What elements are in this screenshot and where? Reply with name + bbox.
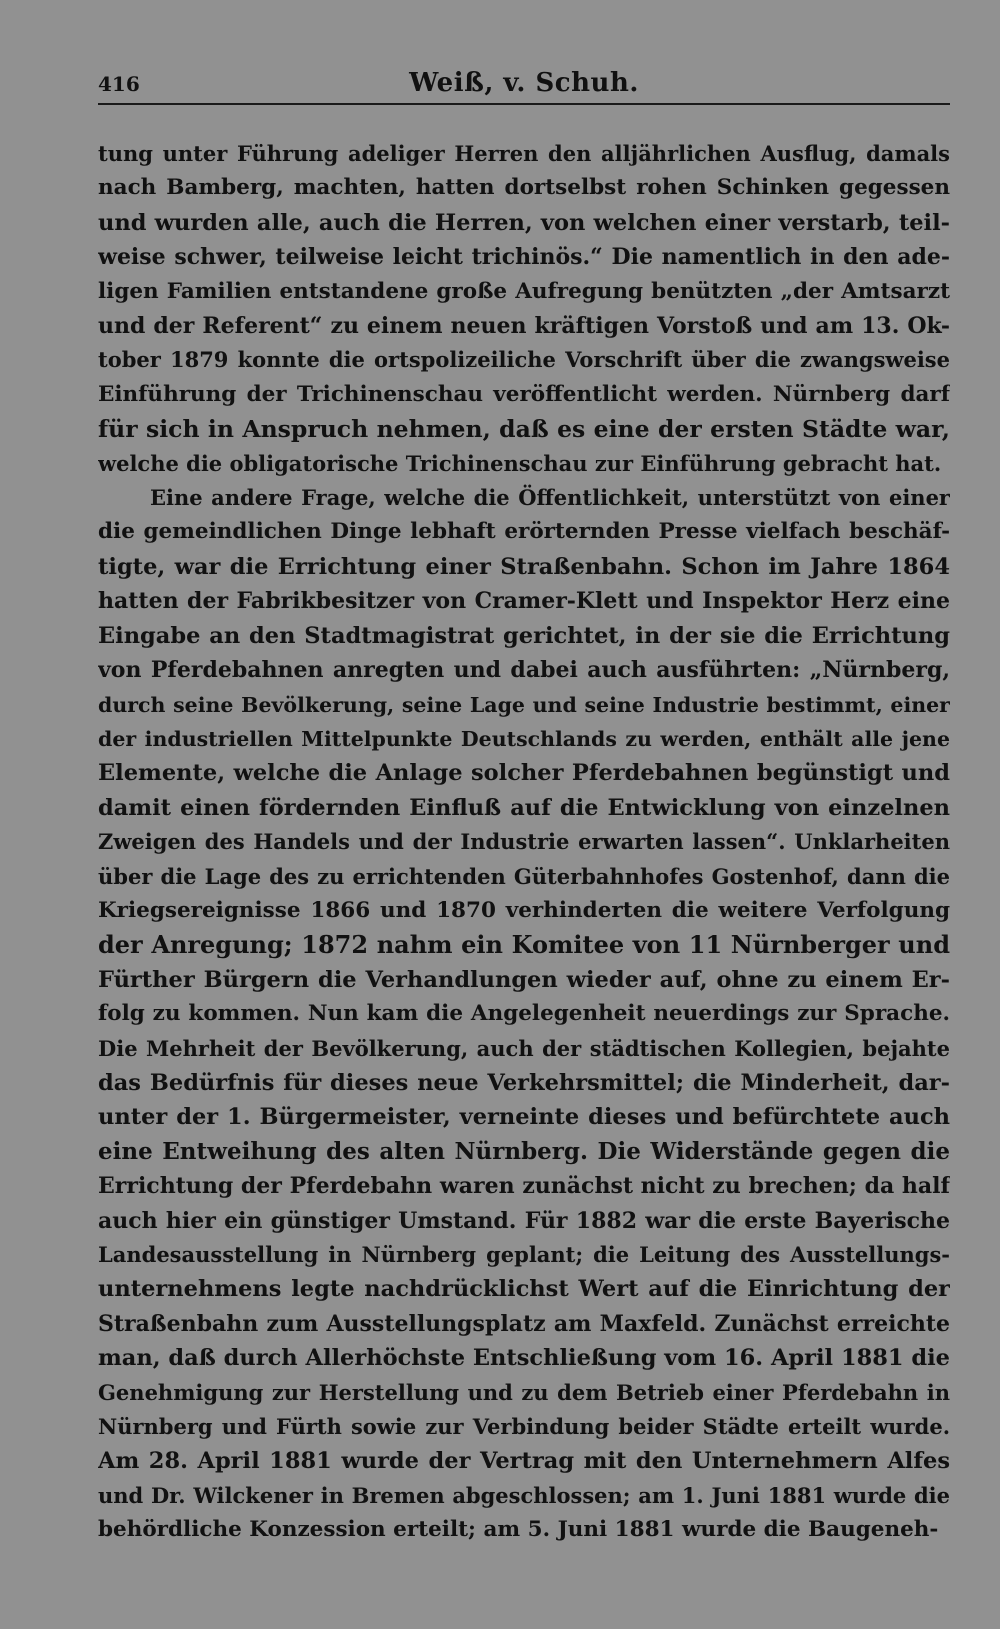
text-line: Genehmigung zur Herstellung und zu dem Betrieb einer Pferdebahn in xyxy=(98,1379,950,1405)
text-line: und wurden alle, auch die Herren, von welchen einer verstarb, teil- xyxy=(98,209,950,236)
paragraph xyxy=(98,137,950,481)
text-line: für sich in Anspruch nehmen, daß es eine der ersten Städte war, xyxy=(98,415,950,444)
text-line: von Pferdebahnen anregten und dabei auch ausführten: „Nürnberg, xyxy=(98,657,950,684)
text-line: Fürther Bürgern die Verhandlungen wieder auf, ohne zu einem Er- xyxy=(98,966,950,993)
text-line: Zweigen des Handels und der Industrie erwarten lassen“. Unklarheiten xyxy=(98,829,950,855)
text-line: unter der 1. Bürgermeister, verneinte dieses und befürchtete auch xyxy=(98,1104,950,1131)
text-line: tung unter Führung adeliger Herren den alljährlichen Ausflug, damals xyxy=(98,141,950,166)
text-line: folg zu kommen. Nun kam die Angelegenheit neuerdings zur Sprache. xyxy=(98,1001,950,1027)
text-line: Kriegsereignisse 1866 und 1870 verhinderten die weitere Verfolgung xyxy=(98,897,950,923)
text-line: eine Entweihung des alten Nürnberg. Die Widerstände gegen die xyxy=(98,1137,950,1165)
text-line: behördliche Konzession erteilt; am 5. Juni 1881 wurde die Baugeneh- xyxy=(98,1517,939,1543)
page-number: 416 xyxy=(98,72,140,96)
text-line: das Bedürfnis für dieses neue Verkehrsmittel; die Minderheit, dar- xyxy=(98,1069,950,1096)
text-line: Errichtung der Pferdebahn waren zunächst nicht zu brechen; da half xyxy=(98,1173,950,1200)
body-text xyxy=(98,137,950,1548)
text-line: Am 28. April 1881 wurde der Vertrag mit den Unternehmern Alfes xyxy=(98,1448,950,1475)
text-line: tigte, war die Errichtung einer Straßenbahn. Schon im Jahre 1864 xyxy=(98,553,950,580)
text-line: Landesausstellung in Nürnberg geplant; die Leitung des Ausstellungs- xyxy=(98,1242,950,1267)
text-line: nach Bamberg, machten, hatten dortselbst rohen Schinken gegessen xyxy=(98,175,950,201)
text-line: durch seine Bevölkerung, seine Lage und seine Industrie bestimmt, einer xyxy=(98,692,950,717)
text-line: Elemente, welche die Anlage solcher Pferdebahnen begünstigt und xyxy=(98,760,950,787)
text-line: der industriellen Mittelpunkte Deutschlands zu werden, enthält alle jene xyxy=(98,726,950,751)
text-line: hatten der Fabrikbesitzer von Cramer-Klett und Inspektor Herz eine xyxy=(98,588,950,615)
text-line: Einführung der Trichinenschau veröffentlicht werden. Nürnberg darf xyxy=(98,381,950,407)
text-line: welche die obligatorische Trichinenschau zur Einführung gebracht hat. xyxy=(98,450,942,476)
text-line: man, daß durch Allerhöchste Entschließung vom 16. April 1881 die xyxy=(98,1345,950,1372)
text-line: Die Mehrheit der Bevölkerung, auch der städtischen Kollegien, bejahte xyxy=(98,1035,950,1061)
text-line: unternehmens legte nachdrücklichst Wert auf die Einrichtung der xyxy=(98,1276,950,1303)
running-head xyxy=(98,68,950,102)
text-line: auch hier ein günstiger Umstand. Für 1882 war die erste Bayerische xyxy=(98,1207,950,1234)
text-line: über die Lage des zu errichtenden Güterbahnhofes Gostenhof, dann die xyxy=(98,863,950,889)
text-line: die gemeindlichen Dinge lebhaft erörternden Presse vielfach beschäf- xyxy=(98,519,950,545)
text-line: Nürnberg und Fürth sowie zur Verbindung beider Städte erteilt wurde. xyxy=(98,1414,950,1440)
text-line: damit einen fördernden Einfluß auf die Entwicklung von einzelnen xyxy=(98,794,950,821)
text-line: der Anregung; 1872 nahm ein Komitee von 11 Nürnberger und xyxy=(98,930,950,960)
paragraph xyxy=(98,481,950,1548)
text-line: ligen Familien entstandene große Aufregung benützten „der Amtsarzt xyxy=(98,278,950,304)
text-line: Eingabe an den Stadtmagistrat gerichtet, in der sie die Errichtung xyxy=(98,622,950,649)
text-line: tober 1879 konnte die ortspolizeiliche Vorschrift über die zwangsweise xyxy=(98,347,950,373)
text-line: Straßenbahn zum Ausstellungsplatz am Maxfeld. Zunächst erreichte xyxy=(98,1310,950,1337)
text-line: weise schwer, teilweise leicht trichinös.“ Die namentlich in den ade- xyxy=(98,244,950,271)
text-line: und der Referent“ zu einem neuen kräftigen Vorstoß und am 13. Ok- xyxy=(98,313,950,340)
text-line: und Dr. Wilckener in Bremen abgeschlossen; am 1. Juni 1881 wurde die xyxy=(98,1482,950,1508)
text-line: Eine andere Frage, welche die Öffentlichkeit, unterstützt von einer xyxy=(150,485,950,511)
running-title: Weiß, v. Schuh. xyxy=(409,68,639,98)
header-rule xyxy=(98,103,950,105)
